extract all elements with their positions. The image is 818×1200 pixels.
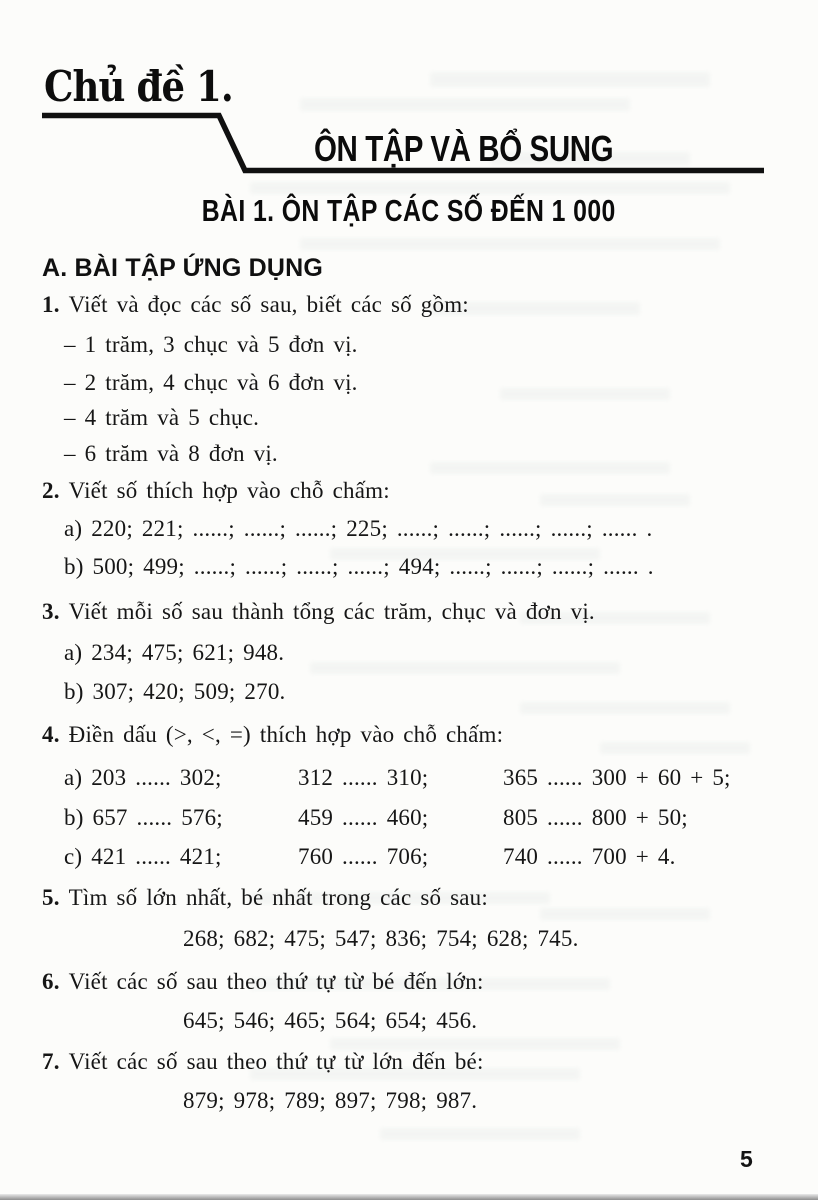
- compare-cell: 760 ...... 706;: [298, 844, 429, 869]
- compare-cell: c) 421 ...... 421;: [64, 844, 222, 869]
- chapter-banner-title: ÔN TẬP VÀ BỔ SUNG: [314, 128, 614, 169]
- bleed-through-artifact: [540, 494, 690, 506]
- section-a-title: A. BÀI TẬP ỨNG DỤNG: [42, 254, 324, 282]
- exercise-text: Viết các số sau theo thứ tự từ lớn đến bé:: [68, 1049, 484, 1074]
- exercise-number: 4.: [42, 722, 60, 747]
- exercise-text: Tìm số lớn nhất, bé nhất trong các số sau:: [68, 885, 488, 910]
- exercise-text: Viết các số sau theo thứ tự từ bé đến lớn:: [68, 969, 484, 994]
- compare-cell: b) 657 ...... 576;: [64, 805, 223, 830]
- compare-cell: 459 ...... 460;: [298, 805, 429, 830]
- exercise-5-heading: [42, 883, 488, 913]
- exercise-2-item: b) 500; 499; ......; ......; ......; ......; 494; ......; ......; ......; ...... .: [64, 554, 654, 579]
- exercise-number: 7.: [42, 1049, 60, 1074]
- bleed-through-artifact: [380, 1128, 580, 1140]
- bleed-through-artifact: [500, 388, 670, 400]
- bleed-through-artifact: [520, 702, 730, 714]
- compare-cell: a) 203 ...... 302;: [64, 765, 222, 790]
- compare-cell: 805 ...... 800 + 50;: [503, 805, 688, 830]
- compare-cell: 312 ...... 310;: [298, 765, 429, 790]
- exercise-3-item: a) 234; 475; 621; 948.: [64, 640, 285, 665]
- exercise-5-numbers: 268; 682; 475; 547; 836; 754; 628; 745.: [183, 926, 579, 951]
- scan-bottom-edge: [0, 1194, 818, 1200]
- bleed-through-artifact: [300, 238, 720, 250]
- lesson-title-wrap: [0, 194, 818, 228]
- exercise-3-heading: [42, 597, 595, 627]
- exercise-text: Điền dấu (>, <, =) thích hợp vào chỗ chấm:: [68, 722, 504, 747]
- exercise-1-item: – 6 trăm và 8 đơn vị.: [64, 441, 278, 466]
- exercise-number: 3.: [42, 599, 60, 624]
- exercise-number: 2.: [42, 478, 60, 503]
- bleed-through-artifact: [540, 908, 710, 920]
- exercise-number: 1.: [42, 292, 60, 317]
- compare-cell: 365 ...... 300 + 60 + 5;: [503, 765, 731, 790]
- exercise-7-heading: [42, 1047, 484, 1077]
- exercise-1-item: – 4 trăm và 5 chục.: [64, 405, 260, 430]
- exercise-1-item: – 1 trăm, 3 chục và 5 đơn vị.: [64, 332, 358, 357]
- bleed-through-artifact: [600, 742, 750, 754]
- page-number: 5: [740, 1146, 753, 1172]
- exercise-number: 6.: [42, 969, 60, 994]
- exercise-1-item: – 2 trăm, 4 chục và 6 đơn vị.: [64, 370, 358, 395]
- exercise-1-heading: [42, 290, 469, 320]
- header-step-rule: [0, 0, 818, 200]
- exercise-3-item: b) 307; 420; 509; 270.: [64, 679, 286, 704]
- exercise-2-item: a) 220; 221; ......; ......; ......; 225; ......; ......; ......; ......; ...... .: [64, 516, 653, 541]
- exercise-text: Viết số thích hợp vào chỗ chấm:: [68, 478, 390, 503]
- exercise-text: Viết và đọc các số sau, biết các số gồm:: [68, 292, 469, 317]
- lesson-title: BÀI 1. ÔN TẬP CÁC SỐ ĐẾN 1 000: [202, 193, 616, 228]
- compare-cell: 740 ...... 700 + 4.: [503, 844, 676, 869]
- exercise-4-heading: [42, 720, 503, 750]
- bleed-through-artifact: [430, 462, 670, 474]
- exercise-text: Viết mỗi số sau thành tổng các trăm, chục và đơn vị.: [68, 599, 595, 624]
- exercise-6-numbers: 645; 546; 465; 564; 654; 456.: [183, 1008, 478, 1033]
- exercise-number: 5.: [42, 885, 60, 910]
- bleed-through-artifact: [310, 662, 620, 674]
- exercise-2-heading: [42, 476, 390, 506]
- exercise-7-numbers: 879; 978; 789; 897; 798; 987.: [183, 1088, 478, 1113]
- topic-label: Chủ đề 1.: [44, 62, 233, 111]
- exercise-6-heading: [42, 967, 484, 997]
